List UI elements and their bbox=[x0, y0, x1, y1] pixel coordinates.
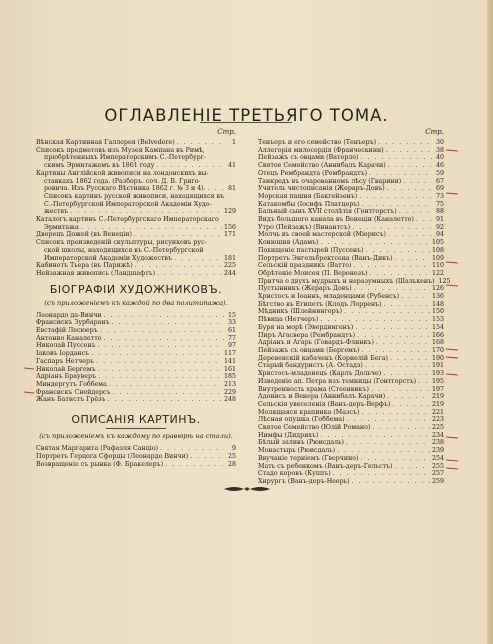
entry-text: Тенъеръ и его семейство (Тенъеръ) bbox=[258, 139, 377, 146]
entry-text: Притча о двухъ мудрыхъ и неразумныхъ (Шалькенъ) bbox=[258, 277, 435, 285]
entry-page: 67 bbox=[435, 177, 444, 185]
entry-page: 168 bbox=[431, 339, 444, 347]
entry-text: Сельскій праздникъ (Ватто) bbox=[258, 262, 352, 270]
entry-text: Святое Семейство (Юлій Романо) bbox=[258, 424, 371, 432]
entry-text: Стадо коровъ (Куппъ) bbox=[258, 470, 331, 478]
entry-text: Учитель чистописанія (Жераръ-Довъ) bbox=[258, 185, 385, 193]
entry-page: 259 bbox=[431, 477, 444, 485]
entry-page: 234 bbox=[431, 431, 444, 439]
entry-page: 156 bbox=[223, 223, 236, 231]
entry-page: 181 bbox=[223, 254, 236, 262]
toc-entry-line: Списокъ произведеній скульптуры, рисунковъ рус- bbox=[36, 239, 207, 247]
entry-page: 91 bbox=[435, 216, 444, 224]
entry-text: Бальный сынъ XVII столѣтія (Гонтгорстъ) bbox=[258, 208, 397, 216]
entry-page: 108 bbox=[431, 246, 444, 254]
entry-page: 9 bbox=[231, 445, 236, 453]
entry-page: 61 bbox=[227, 327, 236, 335]
entry-page: 33 bbox=[227, 319, 236, 327]
entry-page: 129 bbox=[223, 208, 236, 216]
entry-text: ровича. Изъ Русскаго Вѣстника 1862 г. № 3 и 4). bbox=[44, 185, 206, 193]
entry-page: 110 bbox=[431, 262, 444, 270]
entry-page: 223 bbox=[431, 416, 444, 424]
toc-entry-line: Списокъ предметовъ изъ Музея Кампана въ Римѣ, bbox=[36, 146, 205, 154]
entry-text: Нимфы (Дидрихъ) bbox=[258, 431, 319, 439]
entry-text: Портретъ Герцога Сфорцы (Леонардо Винчи) bbox=[36, 452, 189, 460]
entry-page: 254 bbox=[431, 454, 444, 462]
entry-text: Нейзажная живопись (Ландшафтъ) bbox=[36, 269, 156, 277]
entry-text: Николай Пуссенъ bbox=[36, 342, 96, 350]
entry-page: 171 bbox=[223, 231, 236, 239]
bio-section-title: БІОГРАФІИ ХУДОЖНИКОВЪ. bbox=[49, 282, 223, 296]
entry-page: 219 bbox=[431, 393, 444, 401]
entry-text: Конюшня (Адамъ) bbox=[258, 239, 319, 247]
entry-page: 154 bbox=[431, 323, 444, 331]
entry-text: Деревенскій кабачекъ (Корнелій Бега) bbox=[258, 354, 388, 362]
entry-page: 92 bbox=[435, 223, 444, 231]
entry-page: 97 bbox=[227, 342, 236, 350]
entry-text: Христосъ и Іоаннъ, младенцами (Рубенсъ) bbox=[258, 293, 400, 301]
entry-text: Николай Бергемъ bbox=[36, 365, 96, 373]
toc-entry-line: пріобрѣтенныхъ Императорскимъ С.-Петербург- bbox=[44, 154, 207, 162]
toc-entry-line: Списокъ картинъ русской живописи, находящихся въ bbox=[44, 192, 225, 200]
entry-text: Утро (Пейзажъ) (Винантсъ) bbox=[258, 223, 351, 231]
entry-page: 75 bbox=[435, 200, 444, 208]
toc-entry-line: Каталогъ картинъ С.-Петербургскаго Императорскаго bbox=[36, 216, 219, 224]
entry-text: Изведеніе ап. Петра изъ темницы (Гонтгорстъ) bbox=[258, 377, 417, 385]
entry-text: Адонисъ и Венера (Аннибалъ Карачи) bbox=[258, 393, 386, 401]
entry-page: 257 bbox=[431, 470, 444, 478]
entry-text: Дворецъ Дожей (въ Венеціи) bbox=[36, 231, 132, 239]
entry-page: 73 bbox=[435, 192, 444, 200]
entry-page: 25 bbox=[227, 452, 236, 460]
bio-section-subtitle: (съ приложеніемъ къ каждой по два политипажа). bbox=[44, 298, 228, 307]
entry-text: Мѣдникъ (Шлейнингеръ) bbox=[258, 308, 343, 316]
entry-page: 30 bbox=[435, 139, 444, 146]
entry-text: Морская пашня (Бакгейзенъ) bbox=[258, 192, 358, 200]
entry-text: Императорской Академіи Художествъ bbox=[44, 254, 172, 262]
entry-text: Похищеніе пастырей (Пуссенъ) bbox=[258, 246, 364, 254]
entry-page: 197 bbox=[431, 385, 444, 393]
entry-text: Пиръ Агасвера (Рембрандтъ) bbox=[258, 331, 356, 339]
entry-page: 125 bbox=[438, 277, 451, 285]
entry-page: 248 bbox=[223, 396, 236, 404]
entry-text: Евстафій Лесюеръ bbox=[36, 327, 98, 335]
entry-page: 1 bbox=[231, 139, 236, 146]
entry-text: Сельскія увеселенія (Ванъ-деръ-Верфъ) bbox=[258, 400, 391, 408]
entry-text: Бѣгство въ Египетъ (Клодъ Лорренъ) bbox=[258, 300, 382, 308]
desc-section-title: ОПИСАНІЯ КАРТИНЪ. bbox=[71, 413, 201, 427]
entry-text: Пѣвица (Нетчеръ) bbox=[258, 316, 319, 324]
entry-page: 105 bbox=[431, 239, 444, 247]
entry-text: Молчь въ своей мастерской (Міерисъ) bbox=[258, 231, 386, 239]
entry-text: скимъ Эрмитажемъ въ 1861 году bbox=[44, 162, 155, 170]
entry-text: Старый бандуристъ (А. Остадэ) bbox=[258, 362, 363, 370]
entry-page: 193 bbox=[431, 370, 444, 378]
entry-text: Леонардо да-Винчи bbox=[36, 311, 102, 319]
entry-text: Танкредъ въ очарованномъ лѣсу (Гварини) bbox=[258, 177, 402, 185]
entry-page: 161 bbox=[223, 365, 236, 373]
entry-text: Эрмитажа bbox=[44, 223, 79, 231]
entry-text: Адріанъ Брауверъ bbox=[36, 373, 97, 381]
desc-section-subtitle: (съ приложеніемъ къ каждому по гравюрѣ на стали). bbox=[39, 432, 233, 441]
entry-text: Монастырь (Рюисдаль) bbox=[258, 447, 336, 455]
entry-page: 221 bbox=[431, 408, 444, 416]
entry-page: 150 bbox=[431, 308, 444, 316]
entry-page: 126 bbox=[431, 285, 444, 293]
entry-page: 219 bbox=[431, 400, 444, 408]
entry-page: 141 bbox=[223, 357, 236, 365]
entry-text: Аллегорія милосердія (Франческини) bbox=[258, 146, 384, 154]
entry-text: Обрѣтеніе Моисея (П. Веронезъ) bbox=[258, 269, 368, 277]
entry-page: 136 bbox=[431, 293, 444, 301]
entry-page: 225 bbox=[223, 262, 236, 270]
entry-page: 170 bbox=[431, 346, 444, 354]
entry-text: Катакомбы (Іосифъ Платцеръ) bbox=[258, 200, 360, 208]
entry-page: 38 bbox=[435, 146, 444, 154]
entry-text: Отецъ Рембрандта (Рембрандтъ) bbox=[258, 169, 368, 177]
toc-entry-line: ской школы, находящихся въ С.-Петербургской bbox=[44, 246, 204, 254]
entry-page: 148 bbox=[431, 300, 444, 308]
toc-entry-line: Картины Англійской живописи на лондонскихъ вы- bbox=[36, 169, 209, 177]
entry-text: Антонио Каналетто bbox=[36, 334, 102, 342]
entry-page: 28 bbox=[227, 460, 236, 468]
right-page-label: Стр. bbox=[425, 128, 444, 136]
entry-page: 117 bbox=[223, 350, 236, 358]
entry-text: Іаковъ Іордансъ bbox=[36, 350, 90, 358]
entry-text: Внутренность храма (Стеенвикъ) bbox=[258, 385, 369, 393]
entry-text: Адріанъ и Агарь (Говардъ-Флинкъ) bbox=[258, 339, 374, 347]
entry-text: Христосъ-младенецъ (Карлъ Дольче) bbox=[258, 370, 382, 378]
entry-page: 239 bbox=[431, 447, 444, 455]
entry-text: Лѣсная опушка (Гоббема) bbox=[258, 416, 345, 424]
page-title: ОГЛАВЛЕНІЕ ТРЕТЬЯГО ТОМА. bbox=[104, 106, 389, 125]
entry-page: 213 bbox=[223, 380, 236, 388]
entry-page: 40 bbox=[435, 154, 444, 162]
toc-entry-line: С.-Петербургской Императорской Академіи Худо- bbox=[44, 200, 212, 208]
entry-page: 81 bbox=[227, 185, 236, 193]
entry-page: 15 bbox=[227, 311, 236, 319]
entry-page: 244 bbox=[223, 269, 236, 277]
entry-page: 59 bbox=[435, 169, 444, 177]
entry-text: Буря на морѣ (Эвердингенъ) bbox=[258, 323, 354, 331]
entry-text: Вѣнская Картинная Галлерея (Belvedere) bbox=[36, 139, 175, 146]
entry-text: Гаспаръ Нетчеръ bbox=[36, 357, 95, 365]
entry-text: Миндергутъ Гоббема bbox=[36, 380, 107, 388]
entry-page: 122 bbox=[431, 269, 444, 277]
entry-text: Видъ большого канала въ Венеціи (Каналетто) bbox=[258, 216, 414, 224]
entry-text: Кабинетъ Тьера (въ Парижѣ) bbox=[36, 262, 133, 270]
entry-page: 190 bbox=[431, 354, 444, 362]
entry-text: Возвращеніе съ рынка (Ф. Бракелеръ) bbox=[36, 460, 164, 468]
entry-page: 229 bbox=[223, 388, 236, 396]
entry-page: 46 bbox=[435, 162, 444, 170]
entry-text: Молящаяся крапинка (Мазсъ) bbox=[258, 408, 360, 416]
entry-page: 185 bbox=[223, 373, 236, 381]
entry-page: 109 bbox=[431, 254, 444, 262]
entry-page: 94 bbox=[435, 231, 444, 239]
entry-page: 238 bbox=[431, 439, 444, 447]
entry-page: 153 bbox=[431, 316, 444, 324]
toc-entry-line: ставкахъ 1862 года. (Разборъ. соч. Д. В. Григо- bbox=[44, 177, 201, 185]
entry-text: Хирургъ (Ванъ-деръ-Неерь) bbox=[258, 477, 350, 485]
entry-text: Мать съ ребенкомъ (Ванъ-деръ-Гельстъ) bbox=[258, 462, 393, 470]
entry-page: 195 bbox=[431, 377, 444, 385]
entry-text: Франсискъ Снейдерсъ bbox=[36, 388, 111, 396]
entry-text: Жанъ Батистъ Грёзъ bbox=[36, 396, 106, 404]
entry-text: Святая Маргарита (Рафаэля Санціо) bbox=[36, 445, 159, 453]
entry-page: 77 bbox=[227, 334, 236, 342]
entry-page: 69 bbox=[435, 185, 444, 193]
entry-text: Пейзажъ съ овцами (Ватерло) bbox=[258, 154, 359, 162]
entry-text: Ввучаніе терніемъ (Гверчино) bbox=[258, 454, 359, 462]
entry-text: Бѣлый заливъ (Рюисдаль) bbox=[258, 439, 344, 447]
entry-text: Портретъ Энгельбректсена (Ванъ-Дикъ) bbox=[258, 254, 393, 262]
entry-page: 191 bbox=[431, 362, 444, 370]
entry-page: 88 bbox=[435, 208, 444, 216]
entry-page: 255 bbox=[431, 462, 444, 470]
entry-text: Франсискъ Зурбаранъ bbox=[36, 319, 110, 327]
entry-text: Пустынникъ (Жераръ Довъ) bbox=[258, 285, 352, 293]
entry-page: 225 bbox=[431, 424, 444, 432]
entry-text: Пейзажъ съ овцами (Бергемъ) bbox=[258, 346, 360, 354]
entry-text: Святое Семейство (Аннибалъ Карачи) bbox=[258, 162, 386, 170]
entry-text: жествъ bbox=[44, 208, 69, 216]
entry-page: 41 bbox=[227, 162, 236, 170]
entry-page: 166 bbox=[431, 331, 444, 339]
left-page-label: Стр. bbox=[217, 128, 236, 136]
